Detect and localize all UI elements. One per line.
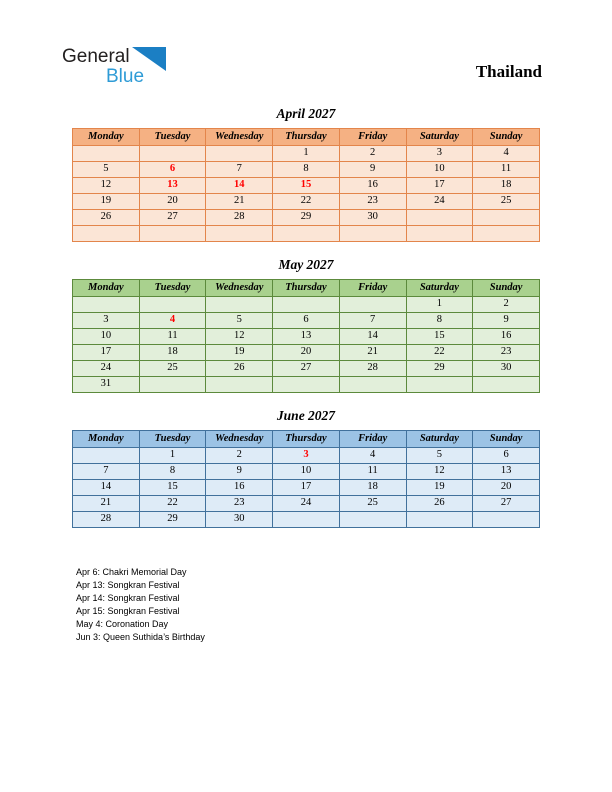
empty-day-cell [206,226,273,242]
day-cell-may-2027-9: 9 [473,313,540,329]
day-cell-may-2027-27: 27 [273,361,340,377]
week-row [73,178,540,194]
weekday-header-monday: Monday [73,431,140,448]
day-cell-april-2027-24: 24 [406,194,473,210]
day-cell-april-2027-13: 13 [139,178,206,194]
calendar-table-june-2027 [72,430,540,528]
day-cell-may-2027-8: 8 [406,313,473,329]
day-cell-april-2027-25: 25 [473,194,540,210]
day-cell-may-2027-7: 7 [339,313,406,329]
day-cell-june-2027-28: 28 [73,512,140,528]
calendar-april-2027 [0,106,612,242]
day-cell-may-2027-25: 25 [139,361,206,377]
week-row [73,162,540,178]
day-cell-april-2027-21: 21 [206,194,273,210]
empty-day-cell [73,297,140,313]
week-row [73,329,540,345]
day-cell-april-2027-29: 29 [273,210,340,226]
day-cell-june-2027-10: 10 [273,464,340,480]
empty-day-cell [206,146,273,162]
day-cell-april-2027-3: 3 [406,146,473,162]
day-cell-april-2027-4: 4 [473,146,540,162]
week-row [73,377,540,393]
day-cell-june-2027-30: 30 [206,512,273,528]
day-cell-april-2027-5: 5 [73,162,140,178]
day-cell-june-2027-24: 24 [273,496,340,512]
day-cell-april-2027-28: 28 [206,210,273,226]
empty-day-cell [339,377,406,393]
day-cell-april-2027-7: 7 [206,162,273,178]
page-title: Thailand [475,62,542,81]
day-cell-april-2027-2: 2 [339,146,406,162]
day-cell-may-2027-4: 4 [139,313,206,329]
weekday-header-row [73,431,540,448]
empty-day-cell [139,297,206,313]
weekday-header-wednesday: Wednesday [206,280,273,297]
day-cell-april-2027-11: 11 [473,162,540,178]
week-row [73,146,540,162]
day-cell-june-2027-5: 5 [406,448,473,464]
day-cell-may-2027-28: 28 [339,361,406,377]
day-cell-june-2027-11: 11 [339,464,406,480]
day-cell-april-2027-1: 1 [273,146,340,162]
day-cell-april-2027-30: 30 [339,210,406,226]
day-cell-april-2027-19: 19 [73,194,140,210]
general-blue-logo [62,46,182,94]
week-row [73,226,540,242]
day-cell-april-2027-14: 14 [206,178,273,194]
week-row [73,512,540,528]
logo-text-blue: Blue [106,66,145,87]
day-cell-may-2027-13: 13 [273,329,340,345]
calendar-title-june-2027: June 2027 [276,408,336,423]
logo-row [106,66,182,88]
weekday-header-thursday: Thursday [273,280,340,297]
day-cell-may-2027-6: 6 [273,313,340,329]
week-row [73,297,540,313]
day-cell-june-2027-2: 2 [206,448,273,464]
day-cell-may-2027-16: 16 [473,329,540,345]
week-row [73,361,540,377]
empty-day-cell [473,210,540,226]
weekday-header-wednesday: Wednesday [206,431,273,448]
day-cell-june-2027-13: 13 [473,464,540,480]
day-cell-april-2027-22: 22 [273,194,340,210]
day-cell-april-2027-12: 12 [73,178,140,194]
weekday-header-sunday: Sunday [473,280,540,297]
day-cell-june-2027-7: 7 [73,464,140,480]
day-cell-june-2027-1: 1 [139,448,206,464]
day-cell-may-2027-5: 5 [206,313,273,329]
empty-day-cell [406,377,473,393]
week-row [73,480,540,496]
day-cell-may-2027-18: 18 [139,345,206,361]
day-cell-may-2027-20: 20 [273,345,340,361]
day-cell-april-2027-20: 20 [139,194,206,210]
weekday-header-row [73,280,540,297]
day-cell-may-2027-21: 21 [339,345,406,361]
empty-day-cell [339,512,406,528]
empty-day-cell [139,226,206,242]
weekday-header-thursday: Thursday [273,431,340,448]
logo-text-general: General [62,46,130,67]
day-cell-june-2027-15: 15 [139,480,206,496]
weekday-header-friday: Friday [339,431,406,448]
day-cell-may-2027-19: 19 [206,345,273,361]
weekday-header-tuesday: Tuesday [139,431,206,448]
day-cell-june-2027-14: 14 [73,480,140,496]
day-cell-april-2027-8: 8 [273,162,340,178]
day-cell-april-2027-16: 16 [339,178,406,194]
day-cell-may-2027-14: 14 [339,329,406,345]
day-cell-june-2027-18: 18 [339,480,406,496]
day-cell-april-2027-26: 26 [73,210,140,226]
day-cell-june-2027-26: 26 [406,496,473,512]
empty-day-cell [73,226,140,242]
day-cell-may-2027-1: 1 [406,297,473,313]
empty-day-cell [273,226,340,242]
day-cell-june-2027-27: 27 [473,496,540,512]
day-cell-may-2027-22: 22 [406,345,473,361]
empty-day-cell [406,210,473,226]
empty-day-cell [73,448,140,464]
week-row [73,210,540,226]
weekday-header-monday: Monday [73,280,140,297]
day-cell-may-2027-15: 15 [406,329,473,345]
weekday-header-friday: Friday [339,129,406,146]
day-cell-april-2027-18: 18 [473,178,540,194]
weekday-header-wednesday: Wednesday [206,129,273,146]
empty-day-cell [273,297,340,313]
holiday-list-item: Jun 3: Queen Suthida’s Birthday [76,632,205,642]
empty-day-cell [473,226,540,242]
day-cell-april-2027-6: 6 [139,162,206,178]
week-row [73,313,540,329]
empty-day-cell [473,512,540,528]
day-cell-june-2027-16: 16 [206,480,273,496]
weekday-header-tuesday: Tuesday [139,280,206,297]
empty-day-cell [139,377,206,393]
week-row [73,194,540,210]
empty-day-cell [206,297,273,313]
calendars-container [0,106,612,528]
empty-day-cell [339,297,406,313]
holiday-list-item: Apr 6: Chakri Memorial Day [76,567,187,577]
day-cell-may-2027-10: 10 [73,329,140,345]
day-cell-april-2027-23: 23 [339,194,406,210]
holiday-list [76,566,612,644]
empty-day-cell [139,146,206,162]
day-cell-may-2027-30: 30 [473,361,540,377]
empty-day-cell [473,377,540,393]
empty-day-cell [273,377,340,393]
day-cell-june-2027-12: 12 [406,464,473,480]
week-row [73,464,540,480]
day-cell-june-2027-6: 6 [473,448,540,464]
calendar-table-april-2027 [72,128,540,242]
day-cell-may-2027-2: 2 [473,297,540,313]
holiday-list-item: May 4: Coronation Day [76,619,169,629]
holiday-list-item: Apr 14: Songkran Festival [76,593,180,603]
weekday-header-row [73,129,540,146]
calendar-title-may-2027: May 2027 [278,257,334,272]
day-cell-april-2027-9: 9 [339,162,406,178]
day-cell-june-2027-19: 19 [406,480,473,496]
empty-day-cell [406,512,473,528]
day-cell-june-2027-9: 9 [206,464,273,480]
week-row [73,345,540,361]
weekday-header-saturday: Saturday [406,129,473,146]
weekday-header-friday: Friday [339,280,406,297]
holiday-list-item: Apr 13: Songkran Festival [76,580,180,590]
week-row [73,448,540,464]
day-cell-april-2027-27: 27 [139,210,206,226]
day-cell-june-2027-29: 29 [139,512,206,528]
day-cell-june-2027-21: 21 [73,496,140,512]
day-cell-june-2027-3: 3 [273,448,340,464]
weekday-header-monday: Monday [73,129,140,146]
empty-day-cell [73,146,140,162]
calendar-table-may-2027 [72,279,540,393]
day-cell-april-2027-10: 10 [406,162,473,178]
weekday-header-sunday: Sunday [473,431,540,448]
day-cell-may-2027-29: 29 [406,361,473,377]
day-cell-june-2027-4: 4 [339,448,406,464]
day-cell-may-2027-26: 26 [206,361,273,377]
page-header [0,0,612,94]
calendar-june-2027 [0,408,612,528]
day-cell-june-2027-25: 25 [339,496,406,512]
week-row [73,496,540,512]
day-cell-june-2027-23: 23 [206,496,273,512]
day-cell-june-2027-20: 20 [473,480,540,496]
weekday-header-saturday: Saturday [406,431,473,448]
weekday-header-sunday: Sunday [473,129,540,146]
weekday-header-tuesday: Tuesday [139,129,206,146]
calendar-may-2027 [0,257,612,393]
day-cell-may-2027-11: 11 [139,329,206,345]
empty-day-cell [273,512,340,528]
day-cell-may-2027-24: 24 [73,361,140,377]
holiday-list-item: Apr 15: Songkran Festival [76,606,180,616]
day-cell-may-2027-23: 23 [473,345,540,361]
day-cell-june-2027-8: 8 [139,464,206,480]
day-cell-april-2027-17: 17 [406,178,473,194]
empty-day-cell [206,377,273,393]
day-cell-may-2027-12: 12 [206,329,273,345]
day-cell-april-2027-15: 15 [273,178,340,194]
weekday-header-thursday: Thursday [273,129,340,146]
day-cell-may-2027-17: 17 [73,345,140,361]
empty-day-cell [406,226,473,242]
empty-day-cell [339,226,406,242]
calendar-title-april-2027: April 2027 [276,106,336,121]
day-cell-may-2027-3: 3 [73,313,140,329]
day-cell-june-2027-22: 22 [139,496,206,512]
weekday-header-saturday: Saturday [406,280,473,297]
day-cell-may-2027-31: 31 [73,377,140,393]
day-cell-june-2027-17: 17 [273,480,340,496]
